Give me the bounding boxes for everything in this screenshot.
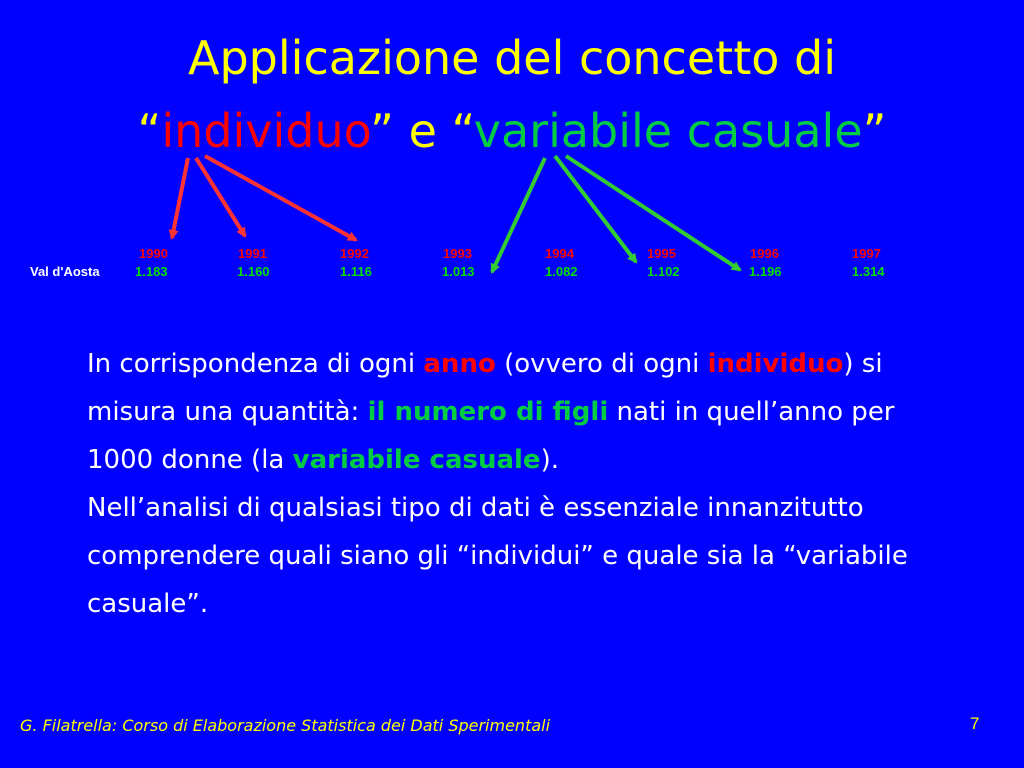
year-cell: 1991 bbox=[238, 246, 267, 261]
paragraph-1 bbox=[87, 340, 967, 484]
title-quote-close: ” bbox=[862, 104, 887, 158]
title-word-individuo: individuo bbox=[161, 104, 371, 158]
text-run: ) si misura una quantità: bbox=[87, 349, 883, 427]
value-cell: 1.082 bbox=[545, 264, 578, 279]
keyword-individuo: individuo bbox=[707, 349, 844, 379]
year-cell: 1995 bbox=[647, 246, 676, 261]
red-arrow-1990 bbox=[172, 158, 188, 238]
text-run: ). bbox=[540, 445, 559, 475]
year-cell: 1990 bbox=[139, 246, 168, 261]
page-title-line-1: Applicazione del concetto di bbox=[188, 31, 836, 85]
text-run: In corrispondenza di ogni bbox=[87, 349, 424, 379]
year-cell: 1994 bbox=[545, 246, 574, 261]
text-run: (ovvero di ogni bbox=[495, 349, 708, 379]
year-cell: 1997 bbox=[852, 246, 881, 261]
value-cell: 1.196 bbox=[749, 264, 782, 279]
title-word-variabile: variabile casuale bbox=[473, 104, 863, 158]
red-arrow-1992 bbox=[205, 156, 356, 240]
page-number: 7 bbox=[970, 714, 980, 733]
footer-text: G. Filatrella: Corso di Elaborazione Statistica dei Dati Sperimentali bbox=[20, 716, 551, 735]
title-quote-open: “ bbox=[137, 104, 162, 158]
title-quote-and: ” e “ bbox=[370, 104, 474, 158]
red-arrow-1991 bbox=[196, 158, 245, 236]
year-cell: 1996 bbox=[750, 246, 779, 261]
page-title-line-2 bbox=[0, 103, 1024, 159]
year-cell: 1993 bbox=[443, 246, 472, 261]
data-table bbox=[0, 244, 1024, 284]
body-text bbox=[87, 340, 967, 628]
text-run: nati in quell’anno per 1000 donne (la bbox=[87, 397, 895, 475]
keyword-numero-di-figli: il numero di figli bbox=[367, 397, 609, 427]
year-cell: 1992 bbox=[340, 246, 369, 261]
value-cell: 1.102 bbox=[647, 264, 680, 279]
value-cell: 1.013 bbox=[442, 264, 475, 279]
value-cell: 1.116 bbox=[340, 264, 372, 279]
value-cell: 1.183 bbox=[135, 264, 168, 279]
paragraph-2: Nell’analisi di qualsiasi tipo di dati è essenziale innanzitutto comprendere quali siano gli “individui” e quale sia la “variabile casuale”. bbox=[87, 493, 908, 619]
row-label: Val d'Aosta bbox=[30, 264, 100, 279]
value-cell: 1.160 bbox=[237, 264, 270, 279]
value-cell: 1.314 bbox=[852, 264, 885, 279]
keyword-anno: anno bbox=[423, 349, 496, 379]
keyword-variabile-casuale: variabile casuale bbox=[292, 445, 541, 475]
